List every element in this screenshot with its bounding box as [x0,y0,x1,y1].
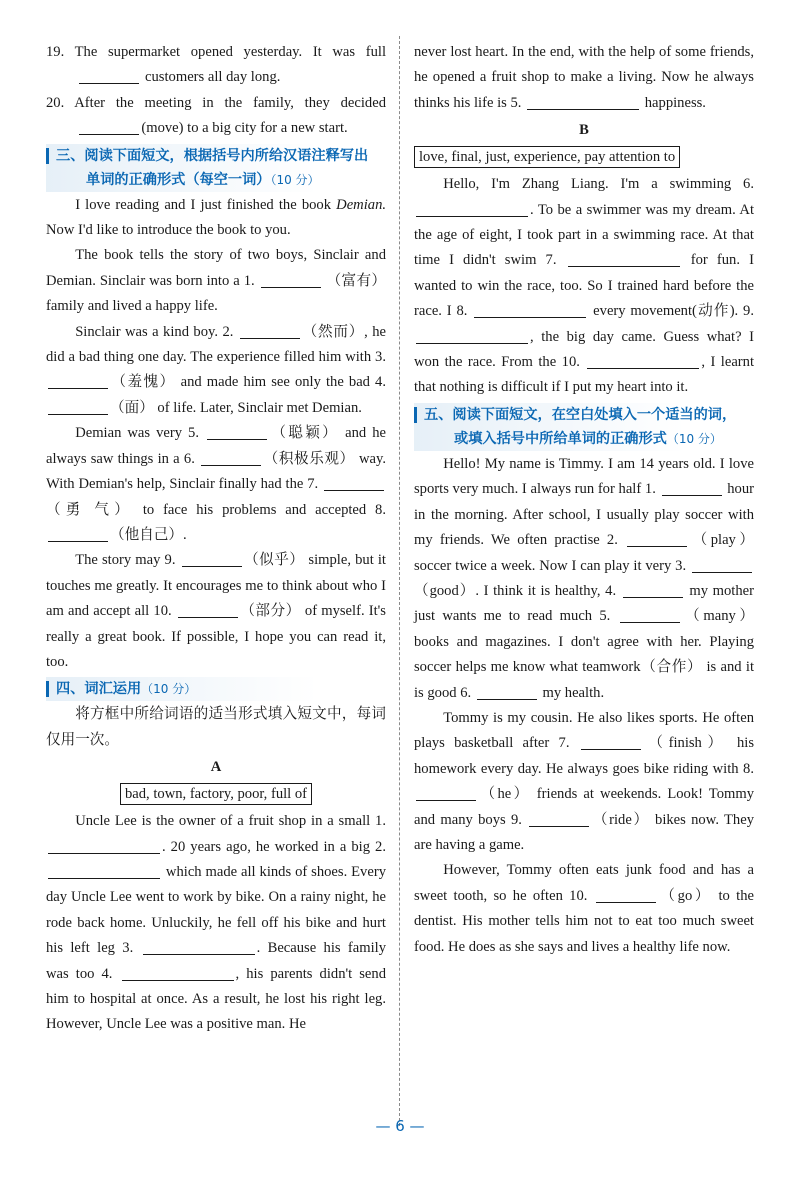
q19-text: The supermarket opened yesterday. It was full [74,44,386,60]
passage-5-para-3 [414,858,754,960]
column-divider [399,36,400,1126]
answer-blank-4[interactable] [48,400,108,415]
q20-text-end: (move) to a big city for a new start. [141,120,348,137]
text: Hello! My name is Timmy. I am 14 years old. I love sports very much. I always run for half 1. [414,455,754,498]
text: , I learnt that nothing is difficult if I put my heart into it. [414,354,755,396]
answer-blank-a5[interactable] [527,95,639,110]
text: Tommy is my cousin. He also likes sports. He often plays basketball after 7. [414,709,754,752]
question-19 [46,40,386,91]
passage-3-para-4 [46,421,386,548]
text: I love reading and I just finished the book [75,196,332,213]
text: never lost heart. In the end, with the help of some friends, he opened a fruit shop to make a living. Now he always thinks his life is 5. [414,44,754,111]
text: （积极乐观） way. With Demian's help, Sinclair finally had the 7. [46,450,386,493]
answer-blank-a4[interactable] [122,966,234,981]
answer-blank-c9[interactable] [529,812,589,827]
left-column [46,40,386,1038]
section-5-points: （10 分） [666,431,722,446]
section-3-title-line1: 三、阅读下面短文，根据括号内所给汉语注释写出 [56,147,369,164]
text: . 20 years ago, he worked in a big 2. [162,838,386,855]
text: Now I'd like to introduce the book to you. [46,222,291,239]
answer-blank-a3[interactable] [143,940,255,955]
text: （勇 气） to face his problems and accepted 8. [46,501,386,518]
text: （似乎） simple, but it touches me greatly. It encourages me to think about who I am and accept all 10. [46,552,386,620]
text: （finish） his homework every day. He always goes bike riding with 8. [414,735,755,777]
question-20 [46,91,386,142]
answer-blank-b10[interactable] [587,354,699,369]
section-5-title-line2: 或填入括号中所给单词的正确形式 [454,430,667,447]
section-5-title-line1: 五、阅读下面短文，在空白处填入一个适当的词， [424,406,737,423]
passage-3-para-2 [46,243,386,319]
section-marker-icon [414,407,417,423]
answer-blank-c8[interactable] [416,786,476,801]
text: , the big day came. Guess what? I won the race. From the 10. [414,328,754,371]
section-4-instructions: 将方框中所给词语的适当形式填入短文中，每词仅用一次。 [46,706,386,748]
answer-blank-c10[interactable] [596,888,656,903]
answer-blank-a2[interactable] [48,864,160,879]
q19-number: 19. [46,44,65,60]
text: （面） of life. Later, Sinclair met Demian. [110,399,362,416]
text: . To be a swimmer was my dream. At the age of eight, I took part in a swimming race. At that time I didn't swim 7. [414,201,754,269]
section-4-title: 四、词汇运用 [56,681,142,698]
answer-blank-5[interactable] [207,425,267,440]
answer-blank-3[interactable] [48,374,108,389]
answer-blank[interactable] [79,69,139,84]
passage-b-label: B [579,122,589,139]
section-3-points: （10 分） [270,172,320,187]
text: （play） soccer twice a week. Now I can play it very 3. [414,532,754,574]
passage-5-para-2 [414,706,754,858]
q20-text: After the meeting in the family, they decided [74,94,386,111]
answer-blank-c7[interactable] [581,735,641,750]
text: Sinclair was a kind boy. 2. [75,323,234,340]
text: （然而）, he did a bad thing one day. The experience filled him with 3. [46,323,386,366]
answer-blank-c1[interactable] [662,481,722,496]
text: However, Tommy often eats junk food and has a sweet tooth, so he often 10. [414,862,754,904]
section-3-title-line2: 单词的正确形式（每空一词） [86,171,271,188]
text: （羞愧） and made him see only the bad 4. [110,374,386,391]
answer-blank-2[interactable] [240,324,300,339]
q20-number: 20. [46,94,65,111]
book-title: Demian. [336,196,387,213]
passage-3-para-3 [46,320,386,422]
text: hour in the morning. After school, I usually play soccer with my friends. We often practise 2. [414,481,754,549]
answer-blank-c3[interactable] [692,558,752,573]
passage-a-para [46,809,386,1038]
text: my mother just wants me to read much 5. [414,582,754,625]
passage-3-para-5 [46,548,386,675]
answer-blank-b6[interactable] [416,202,528,217]
text: . Because his family was too 4. [46,940,387,982]
text: （富有） family and lived a happy life. [46,272,386,315]
answer-blank-a1[interactable] [48,839,160,854]
answer-blank-9[interactable] [182,552,242,567]
text: Hello, I'm Zhang Liang. I'm a swimming 6. [443,176,754,193]
text: （good）. I think it is healthy, 4. [414,582,617,599]
section-4-points: （10 分） [141,682,197,697]
answer-blank-c5[interactable] [620,608,680,623]
text: for fun. I wanted to win the race, too. So I trained hard before the race. I 8. [414,252,754,320]
passage-b-para [414,172,754,401]
passage-3-para-1 [46,193,386,244]
word-box-b: love, final, just, experience, pay attention to [414,146,680,168]
text: which made all kinds of shoes. Every day Uncle Lee went to work by bike. On a rainy night, he rode back home. Unluckily, he fell off his bike and hurt his left leg 3. [46,863,386,957]
answer-blank-c6[interactable] [477,685,537,700]
text: every movement(动作). 9. [593,303,754,320]
text: （he） friends at weekends. Look! Tommy and many boys 9. [414,786,754,828]
text: （go） to the dentist. His mother tells him not to eat too much sweet food. He does as she says and lives a healthy life now. [414,887,754,955]
word-box-a: bad, town, factory, poor, full of [120,783,312,805]
answer-blank-b9[interactable] [416,329,528,344]
text: （他自己）. [110,526,187,543]
text: （ride） bikes now. They are having a game. [414,811,754,853]
answer-blank-b7[interactable] [568,252,680,267]
text: Demian was very 5. [75,425,199,442]
text: happiness. [644,94,706,111]
text: （部分） of myself. It's really a great book. If possible, I hope you can read it, too. [46,603,386,670]
text: （聪颖） and he always saw things in a 6. [46,425,386,467]
section-3-heading [46,144,386,192]
word-box-a-wrap [46,781,386,809]
text: The book tells the story of two boys, Sinclair and Demian. Sinclair was born into a 1. [46,247,386,289]
answer-blank-10[interactable] [178,603,238,618]
word-box-b-wrap [414,144,754,172]
section-marker-icon [46,148,49,164]
answer-blank-1[interactable] [261,273,321,288]
text: Uncle Lee is the owner of a fruit shop in a small 1. [75,813,386,830]
passage-5-para-1 [414,452,754,706]
section-5-heading [414,403,754,451]
passage-a-continued [414,40,754,116]
q19-text-end: customers all day long. [145,69,281,86]
answer-blank-8[interactable] [48,527,108,542]
answer-blank-6[interactable] [201,451,261,466]
page-number: — 6 — [375,1117,425,1135]
right-column [414,40,754,960]
answer-blank-7[interactable] [324,476,384,491]
answer-blank-c2[interactable] [627,532,687,547]
text: , his parents didn't send him to hospital at once. As a result, he lost his right leg. However, Uncle Lee was a positive man. He [46,965,386,1033]
text: The story may 9. [75,552,176,569]
answer-blank-b8[interactable] [474,303,586,318]
answer-blank-c4[interactable] [623,583,683,598]
text: （many） books and magazines. I don't agree with her. Playing soccer helps me know what teamwork（合作） is and it is good 6. [414,608,754,701]
section-4-heading [46,677,386,701]
passage-a-label: A [210,759,222,776]
answer-blank[interactable] [79,120,139,135]
section-marker-icon [46,681,49,697]
text: my health. [542,684,605,701]
